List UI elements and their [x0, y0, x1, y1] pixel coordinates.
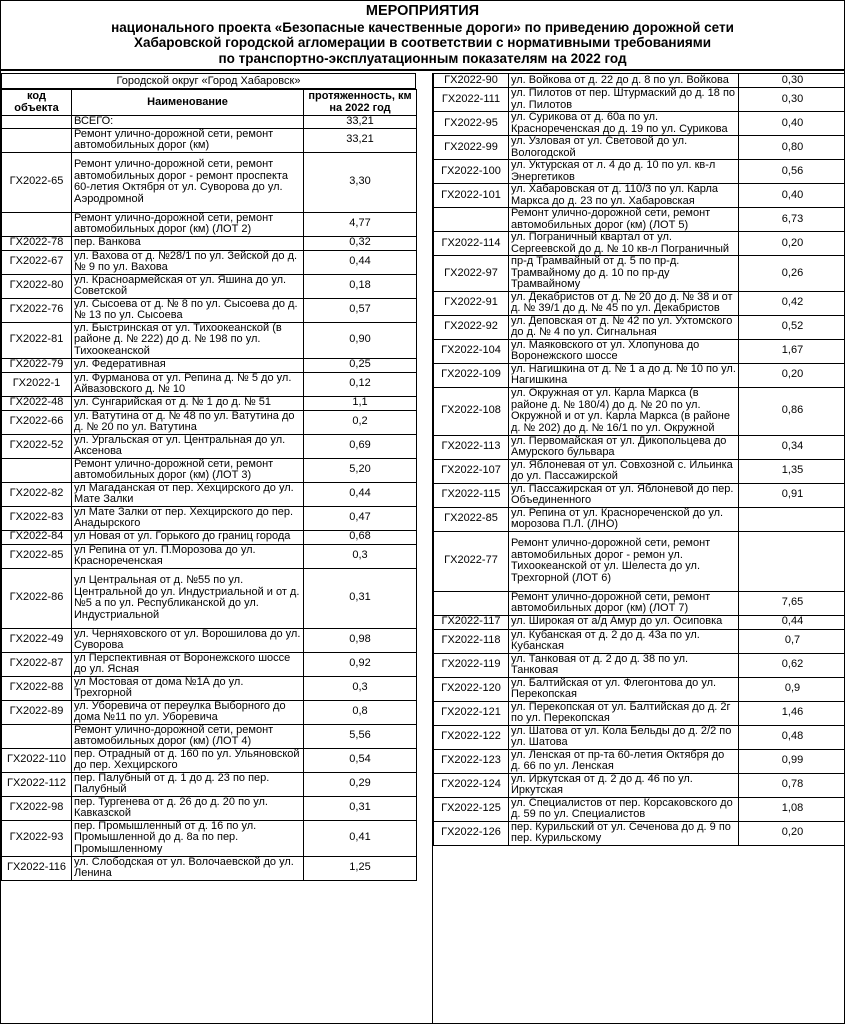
table-row: [434, 74, 845, 88]
object-code: ГХ2022-85: [2, 544, 72, 568]
object-length: 0,31: [304, 568, 417, 628]
object-length: 0,52: [739, 315, 845, 339]
object-code: ГХ2022-119: [434, 653, 509, 677]
object-length: 0,69: [304, 434, 417, 458]
object-length: 0,91: [739, 483, 845, 507]
table-row: [2, 396, 417, 410]
table-row: [2, 652, 417, 676]
object-code: ГХ2022-95: [434, 112, 509, 136]
object-name: ул. Ленская от пр-та 60-летия Октября до д. 66 по ул. Ленская: [509, 749, 739, 773]
object-name: ул. Деповская от д. № 42 по ул. Ухтомского до д. № 4 по ул. Сигнальная: [509, 315, 739, 339]
title-line-4: по транспортно-эксплуатационным показателям на 2022 год: [218, 50, 627, 66]
object-length: 0,42: [739, 291, 845, 315]
left-table-body: [2, 116, 417, 881]
object-code: [2, 724, 72, 748]
object-name: ул. Пассажирская от ул. Яблоневой до пер. Объединенного: [509, 483, 739, 507]
object-length: 0,54: [304, 748, 417, 772]
object-name: Ремонт улично-дорожной сети, ремонт автомобильных дорог (км) (ЛОТ 3): [72, 458, 304, 482]
table-row: [2, 458, 417, 482]
table-row: [434, 112, 845, 136]
object-name: ул. Черняховского от ул. Ворошилова до ул. Суворова: [72, 628, 304, 652]
object-code: ГХ2022-101: [434, 184, 509, 208]
right-table: [433, 73, 845, 846]
object-length: 0,9: [739, 677, 845, 701]
table-row: [434, 291, 845, 315]
table-row: [2, 748, 417, 772]
object-length: 4,77: [304, 212, 417, 236]
object-code: ГХ2022-84: [2, 530, 72, 544]
object-code: ГХ2022-52: [2, 434, 72, 458]
object-name: ул Перспективная от Воронежского шоссе до ул. Ясная: [72, 652, 304, 676]
object-length: [739, 507, 845, 531]
table-row: [434, 677, 845, 701]
table-row: [434, 459, 845, 483]
document-title: [1, 1, 844, 71]
table-row: [2, 372, 417, 396]
right-column: [432, 73, 844, 1023]
table-row: [434, 88, 845, 112]
object-code: ГХ2022-121: [434, 701, 509, 725]
object-length: 0,20: [739, 821, 845, 845]
object-name: ул. Пилотов от пер. Штурмаский до д. 18 по ул. Пилотов: [509, 88, 739, 112]
object-length: 0,41: [304, 820, 417, 856]
table-row: [2, 676, 417, 700]
table-row: [434, 232, 845, 256]
object-name: ул Репина от ул. П.Морозова до ул. Краснореченская: [72, 544, 304, 568]
object-length: 0,56: [739, 160, 845, 184]
object-length: 33,21: [304, 128, 417, 152]
object-length: 0,62: [739, 653, 845, 677]
object-length: 0,26: [739, 256, 845, 292]
object-length: 0,99: [739, 749, 845, 773]
object-length: 0,2: [304, 410, 417, 434]
object-name: ул. Балтийская от ул. Флегонтова до ул. Перекопская: [509, 677, 739, 701]
object-code: ГХ2022-126: [434, 821, 509, 845]
object-name: ул. Танковая от д. 2 до д. 38 по ул. Танковая: [509, 653, 739, 677]
object-code: ГХ2022-118: [434, 629, 509, 653]
object-code: ГХ2022-112: [2, 772, 72, 796]
object-name: ул. Нагишкина от д. № 1 а до д. № 10 по ул. Нагишкина: [509, 363, 739, 387]
object-code: ГХ2022-125: [434, 797, 509, 821]
object-code: [2, 116, 72, 129]
object-name: пер. Курильский от ул. Сеченова до д. 9 по пер. Курильскому: [509, 821, 739, 845]
object-name: пер. Палубный от д. 1 до д. 23 по пер. Палубный: [72, 772, 304, 796]
left-column: [1, 73, 416, 1023]
object-length: 33,21: [304, 116, 417, 129]
table-row: [434, 591, 845, 615]
object-length: 1,67: [739, 339, 845, 363]
table-row: [2, 250, 417, 274]
table-row: [434, 483, 845, 507]
table-row: [2, 772, 417, 796]
object-name: ул. Широкая от а/д Амур до ул. Осиповка: [509, 615, 739, 629]
table-row: [434, 725, 845, 749]
object-code: [2, 212, 72, 236]
object-name: ул Мате Залки от пер. Хехцирского до пер. Анадырского: [72, 506, 304, 530]
title-line-3: Хабаровской городской агломерации в соответствии с нормативными требованиями: [133, 35, 712, 50]
object-code: ГХ2022-109: [434, 363, 509, 387]
table-row: [2, 724, 417, 748]
table-row: [2, 116, 417, 129]
object-name: ул. Окружная от ул. Карла Маркса (в районе д. № 180/4) до д. № 20 по ул. Окружной и от ул. Карла Маркса (в районе д. № 202) до д. № 16/1 по ул. Окружной: [509, 387, 739, 435]
table-row: [434, 749, 845, 773]
object-name: Ремонт улично-дорожной сети, ремонт автомобильных дорог - ремонт проспекта 60-летия Октября от ул. Суворова до ул. Аэродромной: [72, 152, 304, 212]
object-code: ГХ2022-66: [2, 410, 72, 434]
table-row: [434, 531, 845, 591]
table-row: [434, 160, 845, 184]
object-code: ГХ2022-82: [2, 482, 72, 506]
object-name: ул. Уктурская от л. 4 до д. 10 по ул. кв-л Энергетиков: [509, 160, 739, 184]
object-code: ГХ2022-88: [2, 676, 72, 700]
object-name: ул. Декабристов от д. № 20 до д. № 38 и от д. № 39/1 до д. № 45 по ул. Декабристов: [509, 291, 739, 315]
object-length: 0,57: [304, 298, 417, 322]
object-name: ул. Хабаровская от д. 110/3 по ул. Карла Маркса до д. 23 по ул. Хабаровская: [509, 184, 739, 208]
object-name: пер. Отрадный от д. 160 по ул. Ульяновской до пер. Хехцирского: [72, 748, 304, 772]
table-row: [434, 507, 845, 531]
object-code: ГХ2022-76: [2, 298, 72, 322]
object-name: ул. Красноармейская от ул. Яшина до ул. Советской: [72, 274, 304, 298]
object-name: ул. Ургальская от ул. Центральная до ул. Аксенова: [72, 434, 304, 458]
object-code: ГХ2022-48: [2, 396, 72, 410]
object-code: ГХ2022-120: [434, 677, 509, 701]
object-name: пер. Ванкова: [72, 236, 304, 250]
object-length: 0,86: [739, 387, 845, 435]
object-name: ул. Репина от ул. Краснореченской до ул. морозова П.Л. (ЛНО): [509, 507, 739, 531]
object-code: ГХ2022-98: [2, 796, 72, 820]
table-row: [2, 700, 417, 724]
object-length: 0,32: [304, 236, 417, 250]
object-length: 0,44: [304, 250, 417, 274]
object-name: ул. Специалистов от пер. Корсаковского до д. 59 по ул. Специалистов: [509, 797, 739, 821]
object-name: ул. Иркутская от д. 2 до д. 46 по ул. Иркутская: [509, 773, 739, 797]
table-row: [434, 615, 845, 629]
object-code: ГХ2022-114: [434, 232, 509, 256]
object-name: ул Новая от ул. Горького до границ города: [72, 530, 304, 544]
table-row: [2, 568, 417, 628]
table-row: [2, 544, 417, 568]
object-name: ул. Федеративная: [72, 358, 304, 372]
object-code: ГХ2022-123: [434, 749, 509, 773]
object-code: ГХ2022-67: [2, 250, 72, 274]
object-length: 0,18: [304, 274, 417, 298]
object-code: ГХ2022-92: [434, 315, 509, 339]
table-row: [2, 410, 417, 434]
object-code: ГХ2022-49: [2, 628, 72, 652]
right-table-body: [434, 74, 845, 846]
table-row: [434, 208, 845, 232]
object-code: ГХ2022-116: [2, 856, 72, 880]
object-name: ул. Сурикова от д. 60а по ул. Краснореченская до д. 19 по ул. Сурикова: [509, 112, 739, 136]
table-row: [434, 653, 845, 677]
object-code: ГХ2022-117: [434, 615, 509, 629]
table-row: [434, 629, 845, 653]
table-row: [2, 506, 417, 530]
object-name: ул. Сысоева от д. № 8 по ул. Сысоева до д. № 13 по ул. Сысоева: [72, 298, 304, 322]
table-row: [434, 184, 845, 208]
object-length: 1,46: [739, 701, 845, 725]
object-name: пер. Промышленный от д. 16 по ул. Промышленной до д. 8а по пер. Промышленному: [72, 820, 304, 856]
object-length: 1,35: [739, 459, 845, 483]
table-row: [2, 236, 417, 250]
object-code: ГХ2022-111: [434, 88, 509, 112]
object-length: 0,31: [304, 796, 417, 820]
object-code: ГХ2022-93: [2, 820, 72, 856]
object-name: ул. Пограничный квартал от ул. Сергеевской до д. № 10 кв-л Пограничный: [509, 232, 739, 256]
table-row: [434, 339, 845, 363]
left-table: [1, 89, 417, 881]
object-name: ул Магаданская от пер. Хехцирского до ул. Мате Залки: [72, 482, 304, 506]
table-row: [434, 821, 845, 845]
object-code: ГХ2022-110: [2, 748, 72, 772]
table-row: [2, 212, 417, 236]
object-length: 1,08: [739, 797, 845, 821]
table-row: [434, 773, 845, 797]
object-name: ул. Яблоневая от ул. Совхозной с. Ильинка до ул. Пассажирской: [509, 459, 739, 483]
object-name: ул. Войкова от д. 22 до д. 8 по ул. Войкова: [509, 74, 739, 88]
object-code: ГХ2022-79: [2, 358, 72, 372]
object-length: 1,1: [304, 396, 417, 410]
object-length: 0,40: [739, 112, 845, 136]
object-name: ул. Первомайская от ул. Дикопольцева до Амурского бульвара: [509, 435, 739, 459]
header-length: протяженность, км на 2022 год: [304, 90, 417, 116]
object-length: 0,20: [739, 232, 845, 256]
object-code: ГХ2022-115: [434, 483, 509, 507]
table-row: [434, 136, 845, 160]
object-name: ул. Фурманова от ул. Репина д. № 5 до ул. Айвазовского д. № 10: [72, 372, 304, 396]
table-row: [434, 315, 845, 339]
table-row: [434, 387, 845, 435]
object-code: ГХ2022-108: [434, 387, 509, 435]
object-code: ГХ2022-65: [2, 152, 72, 212]
object-length: 0,40: [739, 184, 845, 208]
object-code: ГХ2022-1: [2, 372, 72, 396]
object-name: ВСЕГО:: [72, 116, 304, 129]
object-length: 0,3: [304, 544, 417, 568]
table-row: [434, 363, 845, 387]
object-length: 0,47: [304, 506, 417, 530]
object-name: ул Мостовая от дома №1А до ул. Трехгорной: [72, 676, 304, 700]
object-code: ГХ2022-91: [434, 291, 509, 315]
object-length: 0,92: [304, 652, 417, 676]
table-row: [2, 482, 417, 506]
object-code: [2, 128, 72, 152]
object-length: 0,12: [304, 372, 417, 396]
object-code: ГХ2022-87: [2, 652, 72, 676]
object-length: 0,78: [739, 773, 845, 797]
object-length: 0,68: [304, 530, 417, 544]
object-code: ГХ2022-90: [434, 74, 509, 88]
object-length: 0,3: [304, 676, 417, 700]
table-row: [434, 701, 845, 725]
object-code: ГХ2022-85: [434, 507, 509, 531]
object-code: ГХ2022-113: [434, 435, 509, 459]
header-name: Наименование: [72, 90, 304, 116]
object-name: ул. Слободская от ул. Волочаевской до ул. Ленина: [72, 856, 304, 880]
header-code: код объекта: [2, 90, 72, 116]
object-name: Ремонт улично-дорожной сети, ремонт автомобильных дорог (км) (ЛОТ 5): [509, 208, 739, 232]
header-row: [2, 90, 417, 116]
object-code: ГХ2022-78: [2, 236, 72, 250]
object-code: ГХ2022-77: [434, 531, 509, 591]
object-length: 0,80: [739, 136, 845, 160]
title-line-2: национального проекта «Безопасные качественные дороги» по приведению дорожной сети: [111, 19, 734, 35]
table-row: [2, 796, 417, 820]
object-name: Ремонт улично-дорожной сети, ремонт автомобильных дорог (км) (ЛОТ 7): [509, 591, 739, 615]
object-length: 0,20: [739, 363, 845, 387]
object-code: ГХ2022-86: [2, 568, 72, 628]
object-code: ГХ2022-104: [434, 339, 509, 363]
table-row: [2, 322, 417, 358]
object-name: ул. Уборевича от переулка Выборного до дома №11 по ул. Уборевича: [72, 700, 304, 724]
object-length: 0,90: [304, 322, 417, 358]
object-code: ГХ2022-122: [434, 725, 509, 749]
table-row: [434, 435, 845, 459]
object-name: пер. Тургенева от д. 26 до д. 20 по ул. Кавказской: [72, 796, 304, 820]
object-name: Ремонт улично-дорожной сети, ремонт автомобильных дорог (км): [72, 128, 304, 152]
object-name: ул. Узловая от ул. Световой до ул. Вологодской: [509, 136, 739, 160]
object-length: 0,30: [739, 88, 845, 112]
table-row: [434, 256, 845, 292]
table-row: [2, 152, 417, 212]
title-line-1: МЕРОПРИЯТИЯ: [365, 3, 480, 19]
object-length: 0,29: [304, 772, 417, 796]
object-name: ул. Маяковского от ул. Хлопунова до Воронежского шоссе: [509, 339, 739, 363]
object-length: 0,44: [304, 482, 417, 506]
object-length: 0,30: [739, 74, 845, 88]
object-code: ГХ2022-107: [434, 459, 509, 483]
table-row: [2, 128, 417, 152]
table-row: [2, 274, 417, 298]
object-length: 0,8: [304, 700, 417, 724]
object-length: 6,73: [739, 208, 845, 232]
table-row: [2, 434, 417, 458]
object-code: ГХ2022-81: [2, 322, 72, 358]
object-code: ГХ2022-83: [2, 506, 72, 530]
table-row: [2, 628, 417, 652]
object-length: 0,34: [739, 435, 845, 459]
object-length: 5,20: [304, 458, 417, 482]
table-row: [2, 358, 417, 372]
object-length: 0,25: [304, 358, 417, 372]
object-name: Ремонт улично-дорожной сети, ремонт автомобильных дорог - ремон ул. Тихоокеанской от ул. Шелеста до ул. Трехгорной (ЛОТ 6): [509, 531, 739, 591]
object-length: 0,7: [739, 629, 845, 653]
object-name: ул. Кубанская от д. 2 до д. 43а по ул. Кубанская: [509, 629, 739, 653]
object-code: ГХ2022-124: [434, 773, 509, 797]
object-code: ГХ2022-97: [434, 256, 509, 292]
object-length: 3,30: [304, 152, 417, 212]
table-row: [2, 820, 417, 856]
object-name: пр-д Трамвайный от д. 5 по пр-д. Трамвайному до д. 10 по пр-ду Трамвайному: [509, 256, 739, 292]
table-row: [434, 797, 845, 821]
district-heading: Городской округ «Город Хабаровск»: [1, 73, 416, 89]
object-length: 5,56: [304, 724, 417, 748]
table-row: [2, 530, 417, 544]
object-length: 1,25: [304, 856, 417, 880]
object-name: ул. Ватутина от д. № 48 по ул. Ватутина до д. № 20 по ул. Ватутина: [72, 410, 304, 434]
object-length: 7,65: [739, 591, 845, 615]
object-length: 0,48: [739, 725, 845, 749]
object-name: ул Центральная от д. №55 по ул. Центральной до ул. Индустриальной и от д. №5 а по ул. Республиканской до ул. Индустриальной: [72, 568, 304, 628]
object-code: [2, 458, 72, 482]
object-name: ул. Вахова от д. №28/1 по ул. Зейской до д. № 9 по ул. Вахова: [72, 250, 304, 274]
object-name: ул. Перекопская от ул. Балтийская до д. 2г по ул. Перекопская: [509, 701, 739, 725]
object-length: [739, 531, 845, 591]
object-length: 0,98: [304, 628, 417, 652]
object-code: [434, 208, 509, 232]
table-row: [2, 856, 417, 880]
object-name: ул. Быстринская от ул. Тихоокеанской (в районе д. № 222) до д. № 198 по ул. Тихоокеанской: [72, 322, 304, 358]
object-code: ГХ2022-89: [2, 700, 72, 724]
object-name: ул. Сунгарийская от д. № 1 до д. № 51: [72, 396, 304, 410]
table-row: [2, 298, 417, 322]
object-name: Ремонт улично-дорожной сети, ремонт автомобильных дорог (км) (ЛОТ 2): [72, 212, 304, 236]
object-code: [434, 591, 509, 615]
object-code: ГХ2022-80: [2, 274, 72, 298]
object-name: Ремонт улично-дорожной сети, ремонт автомобильных дорог (км) (ЛОТ 4): [72, 724, 304, 748]
object-code: ГХ2022-100: [434, 160, 509, 184]
object-code: ГХ2022-99: [434, 136, 509, 160]
object-length: 0,44: [739, 615, 845, 629]
object-name: ул. Шатова от ул. Кола Бельды до д. 2/2 по ул. Шатова: [509, 725, 739, 749]
